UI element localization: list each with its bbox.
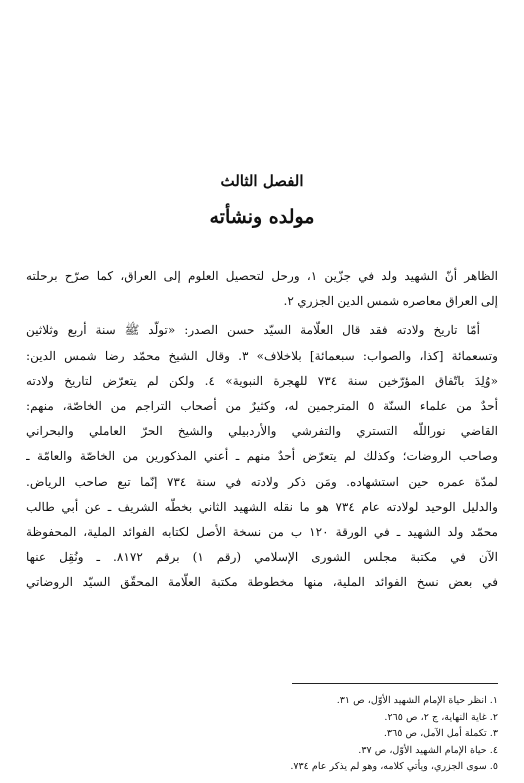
text-line: في بعض نسخ الفوائد الملية، منها مخطوطة مكتبة العلّامة المحقّق السيّد الروضاتي (26, 575, 498, 590)
text-line: الظاهر أنّ الشهيد ولد في جزّين ١، ورحل لتحصيل العلوم إلى العراق، كما صرّح برحلته (26, 269, 498, 283)
text-line: محمّد ولد الشهيد ـ في الورقة ١٢٠ ب من نسخة الأصل لكتابه الفوائد الملية، المحفوظة (26, 524, 498, 539)
chapter-heading: الفصل الثالث (220, 172, 304, 190)
text-line: القاضي نوراللّه التستري والتفرشي والأردبيلي والشيخ الحرّ العاملي والبحراني (26, 424, 498, 439)
body-text (26, 264, 498, 595)
text-line: والدليل الوحيد لولادته عام ٧٣٤ هو ما نقله الشهيد الثاني بخطّه الشريف ـ عن أبي طالب (26, 499, 498, 514)
text-line: لمدّة عمره حين استشهاده. ومَن ذكر ولادته في سنة ٧٣٤ إنّما تبع صاحب الرياض. (26, 474, 498, 489)
text-line: «وُلِدَ باتّفاق المؤرّخين سنة ٧٣٤ للهجرة النبوية» ٤. ولكن لم يتعرّض لتاريخ ولادته (26, 373, 498, 388)
text-line: الآن في مكتبة مجلس الشورى الإسلامي (رقم ١) برقم ٨١٧٢. ـ ونُقِل عنها (26, 550, 498, 565)
text-line: أمّا تاريخ ولادته فقد قال العلّامة السيّد حسن الصدر: «تولّد ﷺ سنة أربع وثلاثين (26, 323, 480, 338)
chapter-title: مولده ونشأته (209, 206, 315, 228)
footnotes (198, 693, 498, 776)
text-line: وصاحب الروضات؛ وكذلك لم يتعرّض أحدٌ منهم ـ أعني المذكورين من الخاصّة والعامّة ـ (26, 449, 498, 464)
footnote: ٣. تكملة أمل الآمل، ص ٣٦٥. (383, 728, 498, 740)
footnote-separator (292, 683, 498, 684)
footnote: ٤. حياة الإمام الشهيد الأوّل، ص ٣٧. (358, 744, 498, 756)
text-line: إلى العراق معاصره شمس الدين الجزري ٢. (283, 294, 498, 309)
footnote: ٥. سوى الجزري، ويأتي كلامه، وهو لم يذكر عام ٧٣٤. (290, 761, 498, 773)
text-line: وتسعمائة [كذا، والصواب: سبعمائة] بلاخلاف» ٣. وقال الشيخ محمّد رضا شمس الدين: (26, 348, 498, 363)
text-line: أحدٌ من علماء السنّة ٥ المترجمين له، وكثيرٌ من أصحاب التراجم من الخاصّة، منهم: (26, 398, 498, 413)
footnote: ٢. غاية النهاية، ج ٢، ص ٢٦٥. (384, 711, 498, 723)
footnote: ١. انظر حياة الإمام الشهيد الأوّل، ص ٣١. (336, 695, 498, 706)
